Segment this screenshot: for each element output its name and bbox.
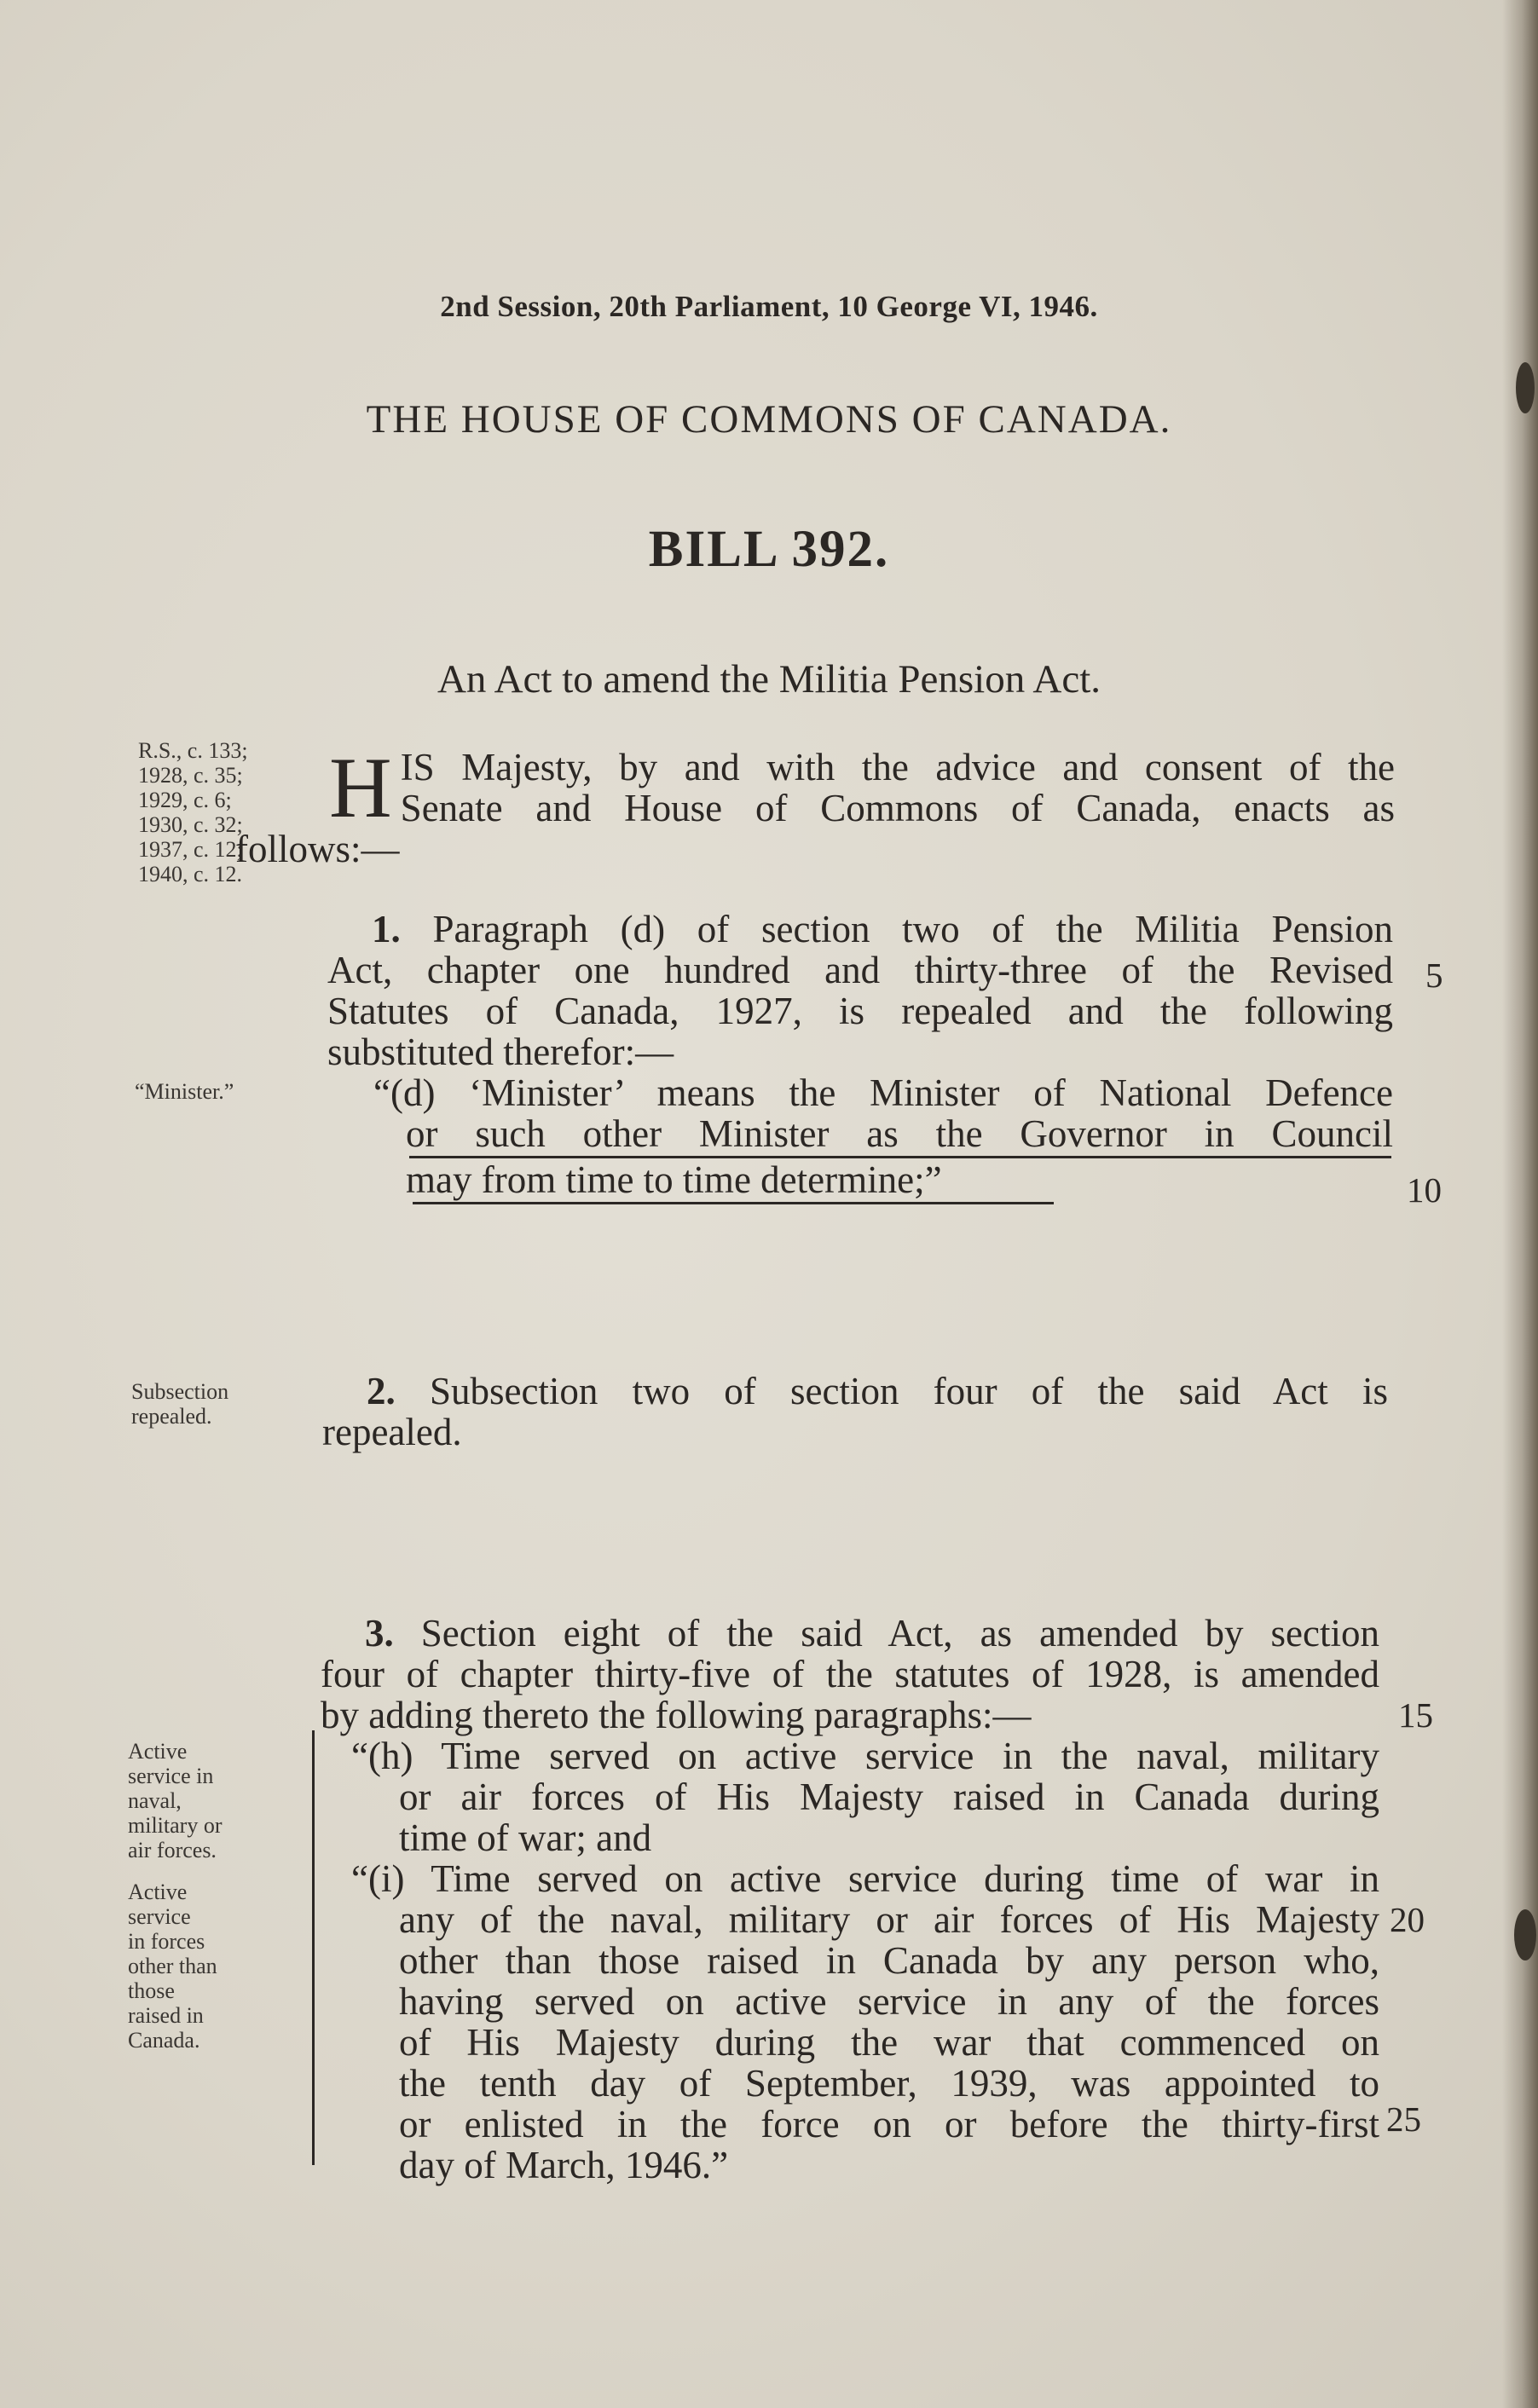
line-number: 15	[1398, 1695, 1433, 1735]
note-line: service	[128, 1904, 191, 1929]
section-2	[322, 1371, 1388, 1452]
line-number: 25	[1386, 2099, 1421, 2139]
section-text: Section eight of the said Act, as amended by section	[420, 1612, 1380, 1654]
note-line: Active	[128, 1739, 188, 1764]
note-line: R.S., c. 133;	[138, 738, 248, 763]
para-i-line: the tenth day of September, 1939, was appointed to	[399, 2062, 1379, 2105]
marginal-note-subsection	[131, 1379, 228, 1429]
para-h-line: or air forces of His Majesty raised in Canada during	[399, 1776, 1379, 1818]
note-line: other than	[128, 1954, 217, 1978]
note-line: 1929, c. 6;	[138, 788, 232, 812]
line-number: 10	[1407, 1170, 1442, 1210]
quote-line: or such other Minister as the Governor in Council	[406, 1112, 1393, 1155]
note-line: 1940, c. 12.	[138, 862, 243, 886]
line-number: 5	[1425, 956, 1443, 995]
para-h-line: “(h) Time served on active service in the naval, military	[351, 1735, 1379, 1777]
note-line: 1937, c. 12;	[138, 837, 243, 862]
section-text: Paragraph (d) of section two of the Militia Pension	[432, 908, 1394, 950]
act-title: An Act to amend the Militia Pension Act.	[437, 657, 1101, 702]
session-heading: 2nd Session, 20th Parliament, 10 George VI, 1946.	[440, 290, 1098, 323]
section-3	[321, 1613, 1379, 2186]
underline-rule	[409, 1156, 1391, 1158]
note-line: 1928, c. 35;	[138, 763, 243, 788]
preamble-line: Senate and House of Commons of Canada, enacts as	[400, 787, 1395, 829]
quote-line: “(d) ‘Minister’ means the Minister of National Defence	[373, 1071, 1393, 1114]
amendment-bar	[312, 1730, 315, 2165]
note-line: in forces	[128, 1929, 205, 1954]
section-text: Subsection two of section four of the said Act is	[429, 1370, 1388, 1412]
section-line: four of chapter thirty-five of the statutes of 1928, is amended	[321, 1653, 1379, 1695]
marginal-note-minister: “Minister.”	[135, 1079, 234, 1104]
note-line: naval,	[128, 1788, 182, 1813]
section-number: 2.	[367, 1370, 396, 1412]
section-2-first-line	[322, 1371, 1388, 1412]
para-i-line: any of the naval, military or air forces of His Majesty	[399, 1898, 1379, 1941]
underline-rule	[413, 1202, 1054, 1204]
para-i-line: day of March, 1946.”	[399, 2144, 729, 2186]
note-line: those	[128, 1978, 175, 2003]
preamble-line: IS Majesty, by and with the advice and consent of the	[400, 746, 1395, 788]
marginal-note-active-forces	[128, 1739, 222, 1862]
para-h-line: time of war; and	[399, 1816, 652, 1859]
note-line: repealed.	[131, 1404, 212, 1429]
bill-number: BILL 392.	[648, 521, 890, 578]
para-i-line: of His Majesty during the war that commenced on	[399, 2021, 1379, 2064]
section-line: Statutes of Canada, 1927, is repealed and the following	[327, 990, 1393, 1032]
section-line: Act, chapter one hundred and thirty-three of the Revised	[327, 949, 1393, 991]
para-i-line: or enlisted in the force on or before the thirty-first	[399, 2103, 1379, 2145]
para-i-line: having served on active service in any of the forces	[399, 1980, 1379, 2023]
section-line: substituted therefor:—	[327, 1031, 674, 1073]
note-line: Subsection	[131, 1379, 229, 1404]
binding-hole	[1514, 1909, 1536, 1960]
preamble-line: follows:—	[235, 828, 400, 870]
section-line: repealed.	[322, 1411, 462, 1453]
section-number: 1.	[372, 908, 401, 950]
note-line: military or	[128, 1813, 223, 1838]
preamble	[235, 740, 1395, 870]
para-i-line: other than those raised in Canada by any person who,	[399, 1939, 1379, 1982]
section-line: by adding thereto the following paragraphs:—	[321, 1694, 1032, 1736]
quote-line: may from time to time determine;”	[406, 1158, 942, 1201]
section-3-first-line	[321, 1613, 1379, 1654]
marginal-note-citations	[138, 738, 248, 886]
para-i-line: “(i) Time served on active service during time of war in	[351, 1857, 1379, 1900]
note-line: raised in	[128, 2003, 204, 2028]
marginal-note-active-other	[128, 1880, 217, 2053]
note-line: air forces.	[128, 1838, 217, 1862]
section-1-first-line	[327, 909, 1393, 950]
line-number: 20	[1390, 1900, 1425, 1939]
binding-edge	[1502, 0, 1538, 2408]
drop-cap: H	[329, 740, 392, 836]
house-heading: THE HOUSE OF COMMONS OF CANADA.	[366, 397, 1172, 442]
note-line: service in	[128, 1764, 214, 1788]
section-number: 3.	[365, 1612, 394, 1654]
note-line: Canada.	[128, 2028, 200, 2053]
note-line: 1930, c. 32;	[138, 812, 243, 837]
note-line: Active	[128, 1880, 188, 1904]
